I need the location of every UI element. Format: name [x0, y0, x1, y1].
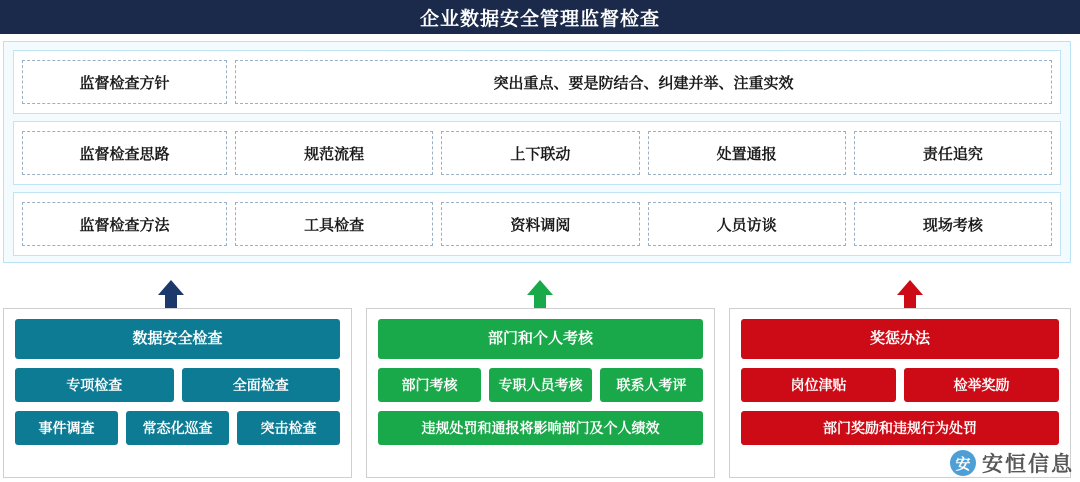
- box-1-header: 数据安全检查: [15, 319, 340, 359]
- box-department-personal-assessment: [366, 308, 715, 478]
- chip-department-reward-violation-penalty: 部门奖励和违规行为处罚: [741, 411, 1059, 445]
- box-2-header: 部门和个人考核: [378, 319, 703, 359]
- box-2-row-1: [378, 368, 703, 402]
- chip-special-check: 专项检查: [15, 368, 174, 402]
- framework-row-method: [13, 192, 1061, 256]
- page-title: 企业数据安全管理监督检查: [419, 8, 660, 30]
- chip-department-assessment: 部门考核: [378, 368, 481, 402]
- framework-row-approach-label: 监督检查思路: [22, 131, 227, 175]
- box-2-row-2: [378, 411, 703, 445]
- framework-row-policy: [13, 50, 1061, 114]
- box-3-row-2: [741, 411, 1059, 445]
- chip-surprise-check: 突击检查: [237, 411, 340, 445]
- chip-comprehensive-check: 全面检查: [182, 368, 341, 402]
- chip-contact-person-review: 联系人考评: [600, 368, 703, 402]
- framework-row-method-label: 监督检查方法: [22, 202, 227, 246]
- framework-cell-approach-4: 责任追究: [854, 131, 1052, 175]
- box-3-header: 奖惩办法: [741, 319, 1059, 359]
- framework-cell-method-3: 人员访谈: [648, 202, 846, 246]
- chip-post-allowance: 岗位津贴: [741, 368, 896, 402]
- supervision-framework-panel: [3, 41, 1071, 263]
- page-title-bar: [0, 0, 1080, 34]
- box-data-security-check: [3, 308, 352, 478]
- chip-routine-inspection: 常态化巡查: [126, 411, 229, 445]
- framework-cell-approach-1: 规范流程: [235, 131, 433, 175]
- box-reward-punishment-measures: [729, 308, 1071, 478]
- framework-row-policy-label: 监督检查方针: [22, 60, 227, 104]
- framework-cell-method-1: 工具检查: [235, 202, 433, 246]
- chip-incident-investigation: 事件调查: [15, 411, 118, 445]
- watermark-logo-icon: 安: [950, 450, 976, 476]
- watermark-text: 安恒信息: [982, 453, 1074, 476]
- box-3-row-1: [741, 368, 1059, 402]
- chip-violation-penalty-performance: 违规处罚和通报将影响部门及个人绩效: [378, 411, 703, 445]
- framework-cell-method-4: 现场考核: [854, 202, 1052, 246]
- chip-full-time-staff-assessment: 专职人员考核: [489, 368, 592, 402]
- framework-cell-policy-content: 突出重点、要是防结合、纠建并举、注重实效: [235, 60, 1052, 104]
- framework-cell-method-2: 资料调阅: [441, 202, 639, 246]
- box-1-row-2: [15, 411, 340, 445]
- framework-cell-approach-3: 处置通报: [648, 131, 846, 175]
- framework-cell-approach-2: 上下联动: [441, 131, 639, 175]
- chip-whistleblower-reward: 检举奖励: [904, 368, 1059, 402]
- framework-row-approach: [13, 121, 1061, 185]
- box-1-row-1: [15, 368, 340, 402]
